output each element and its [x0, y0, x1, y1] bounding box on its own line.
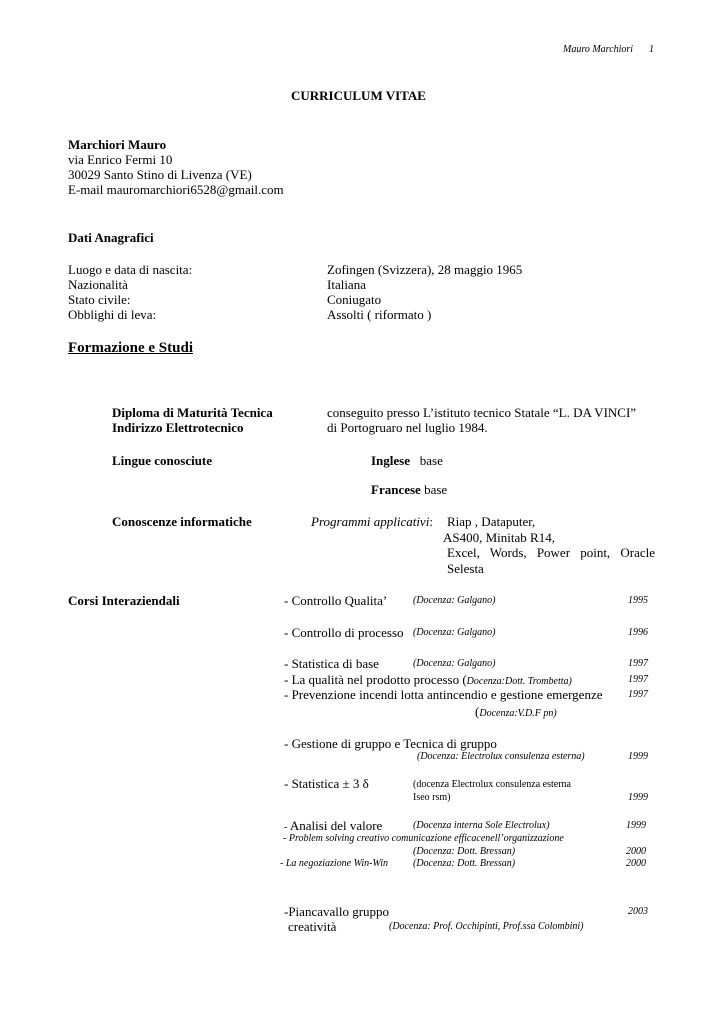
- anagrafici-label: Nazionalità: [68, 277, 128, 292]
- corso-title: - Problem solving creativo comunicazione efficacenell’organizzazione: [283, 833, 564, 844]
- corso-title: - La negoziazione Win-Win: [280, 858, 389, 869]
- header-page-number: 1: [649, 44, 654, 55]
- corso-year: 1997: [628, 689, 648, 700]
- person-city: 30029 Santo Stino di Livenza (VE): [68, 167, 252, 182]
- diploma-description: di Portogruaro nel luglio 1984.: [327, 420, 488, 435]
- person-street: via Enrico Fermi 10: [68, 152, 173, 167]
- diploma-description: conseguito presso L’istituto tecnico Statale “L. DA VINCI”: [327, 405, 637, 420]
- anagrafici-value: Zofingen (Svizzera), 28 maggio 1965: [327, 262, 523, 277]
- lingua-level: base: [419, 453, 443, 468]
- lingua-name: Francese: [371, 482, 421, 497]
- corsi-heading: Corsi Interaziendali: [68, 593, 180, 608]
- anagrafici-label: Obblighi di leva:: [68, 307, 157, 322]
- person-name: Marchiori Mauro: [68, 137, 167, 152]
- corso-title: - Statistica ± 3 δ: [284, 776, 369, 791]
- corso-year: 1997: [628, 674, 648, 685]
- anagrafici-label: Luogo e data di nascita:: [68, 262, 193, 277]
- corso-year: 1999: [628, 751, 648, 762]
- corso-year: 1995: [628, 595, 648, 606]
- corso-docenza: (docenza Electrolux consulenza esterna: [413, 779, 571, 790]
- formazione-heading: Formazione e Studi: [68, 340, 193, 356]
- corso-docenza: (Docenza: Dott. Bressan): [413, 858, 516, 869]
- anagrafici-label: Stato civile:: [68, 292, 131, 307]
- corso-title: - Statistica di base: [284, 656, 379, 671]
- corso-title: - Analisi del valore: [284, 818, 383, 833]
- corso-docenza: (Docenza: Electrolux consulenza esterna): [417, 751, 585, 762]
- corso-year: 1997: [628, 658, 648, 669]
- corso-title: - Controllo di processo: [284, 625, 404, 640]
- anagrafici-value: Coniugato: [327, 292, 382, 307]
- corso-docenza: (Docenza interna Sole Electrolux): [413, 820, 550, 831]
- corso-year: 2003: [628, 906, 648, 917]
- header-author: Mauro Marchiori: [563, 44, 634, 55]
- person-email: E-mail mauromarchiori6528@gmail.com: [68, 182, 284, 197]
- anagrafici-heading: Dati Anagrafici: [68, 230, 154, 245]
- informatica-label: Conoscenze informatiche: [112, 514, 252, 529]
- corso-year: 2000: [626, 858, 646, 869]
- corso-title: - Prevenzione incendi lotta antincendio e gestione emergenze: [284, 687, 603, 702]
- programmi-list-line: Selesta: [447, 561, 484, 576]
- corso-docenza: Iseo rsm): [413, 792, 451, 803]
- lingue-label: Lingue conosciute: [112, 453, 213, 468]
- corso-title: - Controllo Qualita’: [284, 593, 388, 608]
- document-title: CURRICULUM VITAE: [291, 88, 426, 103]
- diploma-label: Diploma di Maturità Tecnica: [112, 405, 273, 420]
- corso-title: -Piancavallo gruppo: [284, 904, 390, 919]
- programmi-list-line: Excel, Words, Power point, Oracle: [447, 545, 655, 560]
- lingua-level: base: [424, 482, 448, 497]
- corso-docenza: (Docenza: Prof. Occhipinti, Prof.ssa Colombini): [389, 921, 584, 932]
- lingua-french: [371, 482, 447, 497]
- corso-title: - Gestione di gruppo e Tecnica di gruppo: [284, 736, 497, 751]
- programmi-list-line: Riap , Dataputer,: [447, 514, 536, 529]
- programmi-label: Programmi applicativi:: [311, 514, 433, 529]
- corso-docenza: (Docenza: Galgano): [413, 595, 496, 606]
- lingua-name: Inglese: [371, 453, 410, 468]
- anagrafici-value: Italiana: [327, 277, 366, 292]
- diploma-specialization: Indirizzo Elettrotecnico: [112, 420, 244, 435]
- corso-year: 1996: [628, 627, 648, 638]
- corso-year: 1999: [628, 792, 648, 803]
- corso-title: - La qualità nel prodotto processo (Docenza:Dott. Trombetta): [284, 672, 572, 687]
- corso-year: 1999: [626, 820, 646, 831]
- lingua-english: [371, 453, 443, 468]
- corso-docenza: (Docenza: Galgano): [413, 658, 496, 669]
- corso-year: 2000: [626, 846, 646, 857]
- programmi-list-line: AS400, Minitab R14,: [443, 530, 555, 545]
- corso-docenza: (Docenza: Dott. Bressan): [413, 846, 516, 857]
- corso-docenza: (Docenza:V.D.F pn): [475, 704, 557, 719]
- corso-docenza: (Docenza: Galgano): [413, 627, 496, 638]
- anagrafici-value: Assolti ( riformato ): [327, 307, 432, 322]
- corso-title-continued: creatività: [288, 919, 337, 934]
